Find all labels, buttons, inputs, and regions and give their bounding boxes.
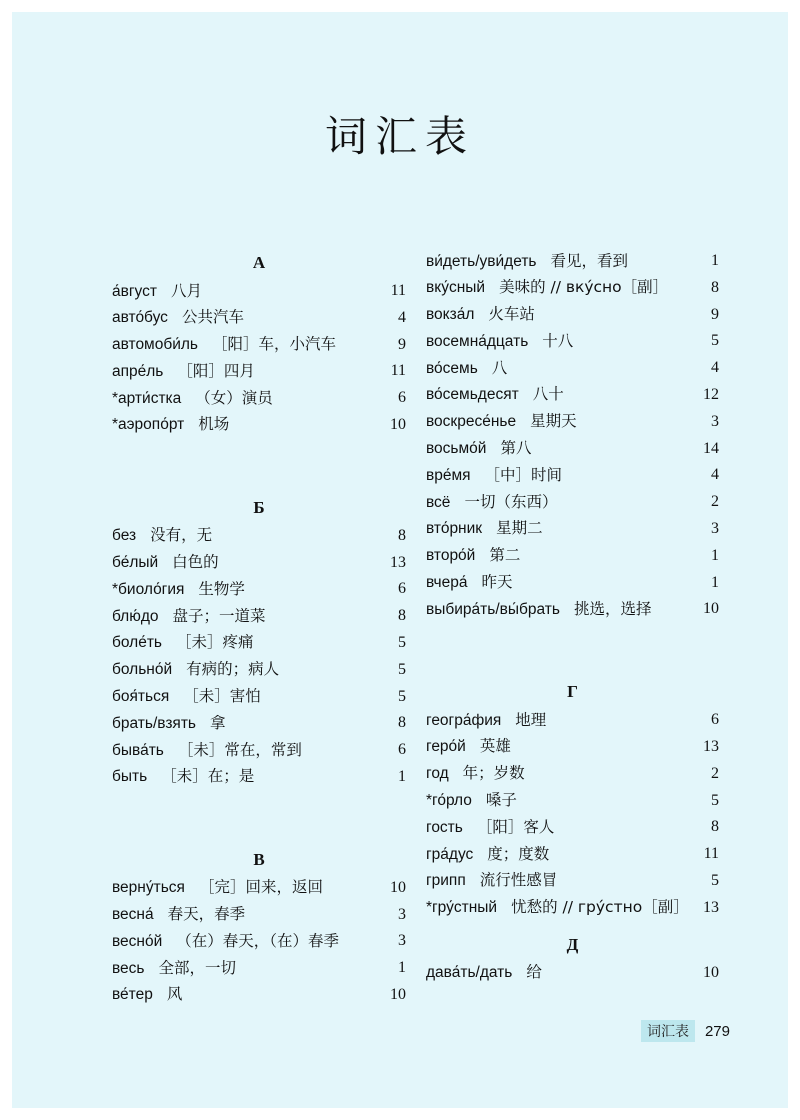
vocab-entry	[426, 462, 719, 489]
entry-gloss: 风	[166, 985, 183, 1004]
section-letter: В	[253, 849, 265, 869]
page-number: 279	[704, 1022, 730, 1040]
entry-page: 6	[398, 580, 406, 598]
entry-page: 10	[703, 963, 719, 981]
entry-page: 8	[398, 714, 406, 732]
vocab-entry	[112, 657, 406, 684]
entry-gloss: ［中］时间	[484, 465, 563, 484]
vocab-entry	[426, 707, 719, 734]
entry-page: 8	[711, 818, 719, 836]
vocab-entry	[112, 875, 406, 902]
entry-word: во́семь	[426, 359, 478, 377]
entry-word: а́вгуст	[112, 282, 157, 300]
vocab-entry	[426, 960, 719, 987]
entry-gloss: 英雄	[479, 737, 511, 756]
vocab-entry	[426, 734, 719, 761]
vocab-entry	[112, 955, 406, 982]
entry-page: 12	[703, 385, 719, 403]
vocab-entry	[426, 596, 719, 623]
entry-word: блю́до	[112, 607, 159, 625]
entry-word: весь	[112, 959, 145, 977]
section-letter: Д	[566, 934, 579, 954]
entry-gloss: 火车站	[488, 305, 535, 324]
vocab-entry	[426, 302, 719, 329]
entry-page: 6	[398, 389, 406, 407]
section-letter: Б	[253, 497, 265, 517]
footer-section-label: 词汇表	[641, 1020, 695, 1042]
entry-gloss: 昨天	[481, 573, 513, 592]
entry-gloss: 全部，一切	[158, 958, 237, 977]
entry-page: 2	[711, 764, 719, 782]
entry-page: 1	[398, 959, 406, 977]
entry-page: 1	[398, 767, 406, 785]
section-v	[112, 845, 406, 1009]
entry-page: 8	[711, 278, 719, 296]
entry-word: вчера́	[426, 574, 468, 592]
vocab-entry	[112, 358, 406, 385]
entry-word: грипп	[426, 872, 466, 890]
vocab-entry	[112, 278, 406, 305]
entry-page: 5	[711, 791, 719, 809]
vocab-entry	[426, 355, 719, 382]
entry-gloss: 年；岁数	[462, 764, 525, 783]
entry-gloss: 一切（东西）	[464, 492, 558, 511]
entry-word: автомоби́ль	[112, 336, 198, 354]
entry-word: *гру́стный	[426, 899, 498, 917]
entry-word: вто́рник	[426, 520, 483, 538]
entry-page: 10	[390, 985, 406, 1003]
vocab-entry	[112, 385, 406, 412]
entry-word: без	[112, 527, 137, 545]
entry-word: боле́ть	[112, 634, 162, 652]
entry-gloss: （女）演员	[195, 388, 273, 407]
entry-word: вку́сный	[426, 279, 486, 297]
entry-page: 3	[398, 932, 406, 950]
entry-page: 6	[398, 741, 406, 759]
entry-page: 13	[703, 898, 719, 916]
entry-gloss: ［阳］客人	[476, 817, 555, 836]
entry-page: 2	[711, 493, 719, 511]
entry-gloss: 嗓子	[485, 791, 517, 810]
entry-gloss: 八	[491, 358, 508, 377]
vocab-entry	[112, 902, 406, 929]
entry-page: 1	[711, 252, 719, 269]
entry-page: 5	[398, 633, 406, 651]
entry-gloss: ［未］在；是	[161, 767, 255, 786]
vocab-entry	[112, 684, 406, 711]
vocab-entry	[426, 516, 719, 543]
section-letter: Г	[567, 682, 578, 702]
entry-page: 5	[398, 660, 406, 678]
entry-page: 8	[398, 526, 406, 544]
right-column	[426, 248, 719, 986]
vocab-entry	[112, 576, 406, 603]
entry-word: вокза́л	[426, 306, 475, 324]
entry-word: восьмо́й	[426, 440, 487, 458]
entry-page: 10	[703, 600, 719, 618]
section-v-continued	[426, 248, 719, 623]
entry-page: 13	[703, 737, 719, 755]
vocab-entry	[426, 436, 719, 463]
entry-gloss: （在）春天，（在）春季	[176, 931, 340, 950]
vocab-entry	[112, 630, 406, 657]
entry-word: *арти́стка	[112, 389, 182, 407]
entry-gloss: 生物学	[198, 579, 245, 598]
entry-word: гость	[426, 818, 463, 836]
entry-word: *биоло́гия	[112, 580, 185, 598]
section-a	[112, 248, 406, 439]
section-b	[112, 493, 406, 791]
entry-page: 1	[711, 573, 719, 591]
page-footer	[641, 1020, 730, 1042]
entry-gloss: 盘子；一道菜	[172, 606, 266, 625]
entry-page: 6	[711, 711, 719, 729]
entry-word: апре́ль	[112, 362, 164, 380]
entry-gloss: 没有，无	[150, 526, 213, 545]
entry-page: 1	[711, 546, 719, 564]
section-letter: А	[252, 253, 266, 272]
vocab-entry	[112, 332, 406, 359]
entry-page: 5	[711, 871, 719, 889]
entry-gloss: 地理	[515, 710, 547, 729]
entry-page: 5	[711, 332, 719, 350]
entry-page: 11	[703, 845, 719, 863]
entry-page: 3	[711, 412, 719, 430]
entry-page: 3	[711, 519, 719, 537]
entry-gloss: ［完］回来，返回	[198, 878, 323, 897]
vocab-entry	[426, 841, 719, 868]
entry-word: дава́ть/дать	[426, 964, 513, 982]
vocab-entry	[112, 928, 406, 955]
entry-page: 4	[711, 359, 719, 377]
entry-gloss: 白色的	[172, 553, 219, 572]
entry-gloss: 给	[526, 963, 542, 982]
entry-word: всё	[426, 493, 451, 511]
entry-page: 11	[390, 362, 406, 380]
vocab-entry	[426, 814, 719, 841]
entry-word: восемна́дцать	[426, 332, 529, 350]
vocab-entry	[426, 570, 719, 597]
entry-page: 8	[398, 607, 406, 625]
entry-gloss: ［未］常在，常到	[177, 740, 302, 759]
vocab-entry	[112, 764, 406, 791]
entry-gloss: ［未］害怕	[183, 687, 261, 706]
vocab-entry	[112, 523, 406, 550]
entry-word: брать/взять	[112, 714, 196, 732]
vocab-entry	[112, 982, 406, 1009]
vocab-entry	[112, 550, 406, 577]
entry-word: во́семьдесят	[426, 386, 519, 404]
entry-word: весна́	[112, 906, 154, 924]
entry-word: авто́бус	[112, 309, 168, 327]
vocab-entry	[426, 868, 719, 895]
vocab-entry	[426, 382, 719, 409]
left-column	[112, 248, 406, 1009]
entry-gloss: 看见，看到	[550, 251, 629, 270]
entry-word: больно́й	[112, 661, 173, 679]
entry-gloss: ［阳］四月	[177, 361, 255, 380]
entry-word: *аэропо́рт	[112, 416, 185, 434]
entry-page: 9	[398, 335, 406, 353]
vocabulary-page	[12, 12, 788, 1108]
entry-word: геогра́фия	[426, 711, 502, 729]
entry-gloss: ［未］疼痛	[176, 633, 254, 652]
entry-word: боя́ться	[112, 688, 170, 706]
entry-gloss: 机场	[198, 415, 230, 434]
entry-gloss: 第八	[500, 439, 532, 458]
entry-gloss: 度；度数	[487, 844, 550, 863]
entry-word: выбира́ть/вы́брать	[426, 600, 560, 618]
entry-word: год	[426, 765, 449, 783]
vocab-entry	[426, 543, 719, 570]
vocab-entry	[112, 737, 406, 764]
entry-gloss: 十八	[542, 331, 574, 350]
entry-gloss: 挑选，选择	[573, 599, 652, 618]
entry-word: весно́й	[112, 932, 163, 950]
vocab-entry	[426, 328, 719, 355]
entry-gloss: 有病的；病人	[186, 660, 280, 679]
entry-gloss: 公共汽车	[181, 308, 244, 327]
vocab-entry	[426, 788, 719, 815]
entry-gloss: 第二	[489, 546, 521, 565]
entry-gloss: 星期天	[530, 412, 577, 431]
entry-page: 10	[390, 415, 406, 433]
entry-page: 10	[390, 878, 406, 896]
entry-page: 5	[398, 687, 406, 705]
entry-gloss: 春天，春季	[167, 905, 246, 924]
entry-page: 3	[398, 905, 406, 923]
entry-page: 14	[703, 439, 719, 457]
page-title: 词汇表	[324, 112, 475, 161]
vocab-entry	[112, 603, 406, 630]
section-g	[426, 677, 719, 921]
section-d	[426, 930, 719, 987]
entry-page: 11	[390, 282, 406, 299]
entry-gloss: 流行性感冒	[479, 871, 558, 890]
entry-word: верну́ться	[112, 879, 185, 897]
entry-gloss: 拿	[210, 713, 226, 732]
entry-word: вре́мя	[426, 466, 471, 484]
entry-word: ве́тер	[112, 986, 153, 1004]
vocab-entry	[426, 895, 719, 922]
entry-word: второ́й	[426, 547, 476, 565]
entry-page: 13	[390, 553, 406, 571]
vocab-entry	[426, 275, 719, 302]
entry-page: 4	[711, 466, 719, 484]
vocab-entry	[426, 409, 719, 436]
entry-page: 4	[398, 308, 406, 326]
entry-gloss: 八十	[532, 385, 564, 404]
entry-gloss: 八月	[170, 281, 202, 300]
entry-gloss: 美味的 // вку́сно［副］	[499, 278, 669, 297]
vocab-entry	[426, 489, 719, 516]
entry-word: гра́дус	[426, 845, 474, 863]
entry-page: 9	[711, 305, 719, 323]
vocab-entry	[112, 412, 406, 439]
entry-word: ви́деть/уви́деть	[426, 252, 537, 270]
entry-gloss: 星期二	[496, 519, 543, 538]
entry-word: быва́ть	[112, 741, 164, 759]
entry-word: бе́лый	[112, 554, 159, 572]
entry-word: воскресе́нье	[426, 413, 517, 431]
vocab-entry	[112, 305, 406, 332]
entry-word: *го́рло	[426, 792, 472, 810]
entry-gloss: ［阳］车，小汽车	[212, 335, 337, 354]
entry-word: геро́й	[426, 738, 466, 756]
vocab-entry	[112, 710, 406, 737]
vocab-entry	[426, 248, 719, 275]
entry-gloss: 忧愁的 // гру́стно［副］	[511, 898, 689, 917]
entry-word: быть	[112, 768, 148, 786]
vocab-entry	[426, 761, 719, 788]
